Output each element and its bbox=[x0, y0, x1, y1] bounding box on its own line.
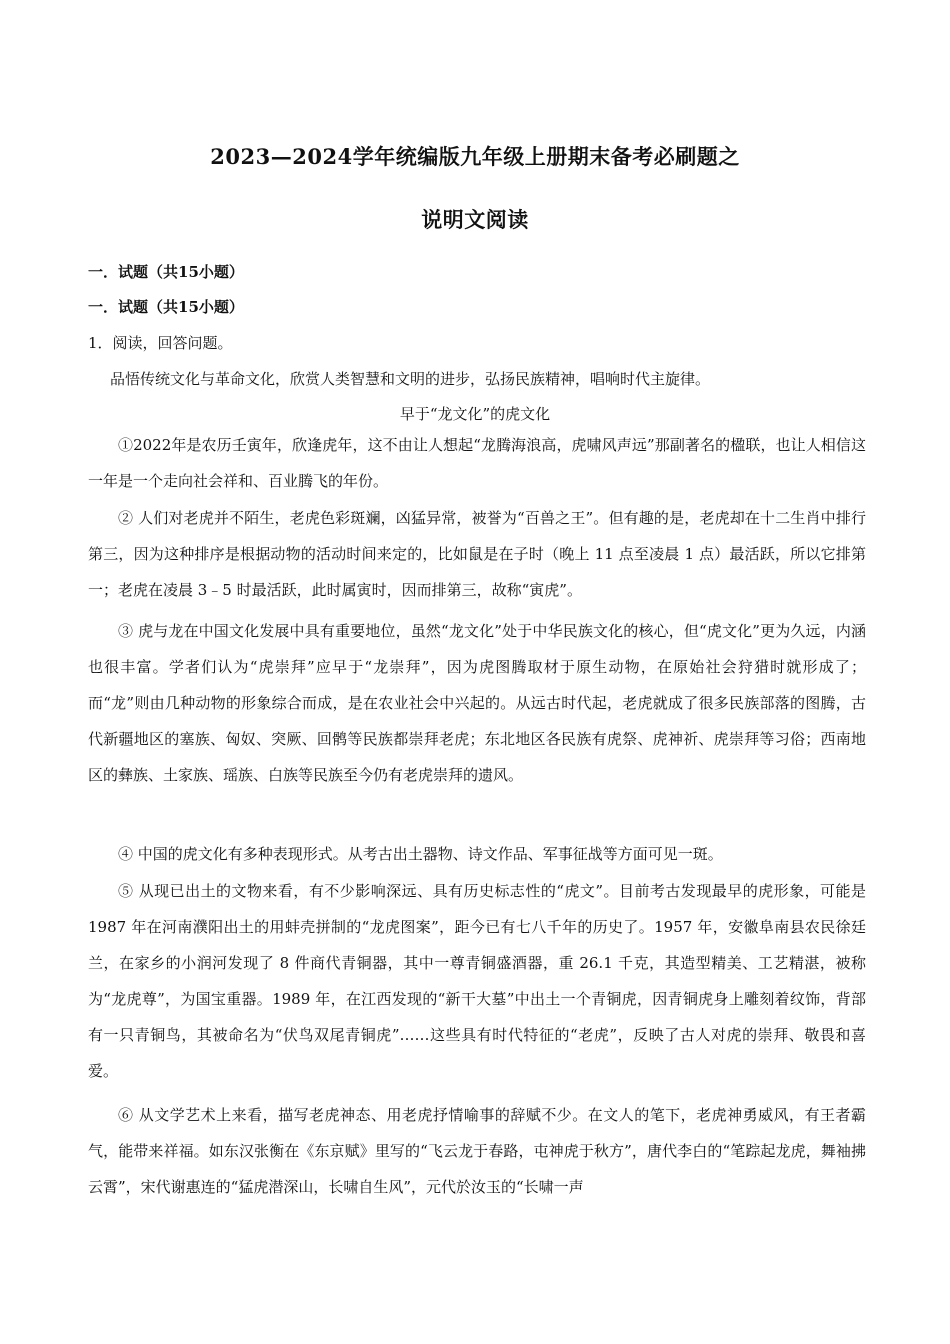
paragraph-3: ③ 虎与龙在中国文化发展中具有重要地位，虽然“龙文化”处于中华民族文化的核心，但“虎文化”更为久远，内涵也很丰富。学者们认为“虎崇拜”应早于“龙崇拜”，因为虎图腾取材于原生动物，在原始社会狩猎时就形成了；而“龙”则由几种动物的形象综合而成，是在农业社会中兴起的。从远古时代起，老虎就成了很多民族部落的图腾，古代新疆地区的塞族、匈奴、突厥、回鹘等民族都崇拜老虎；东北地区各民族有虎祭、虎神祈、虎崇拜等习俗；西南地区的彝族、土家族、瑶族、白族等民族至今仍有老虎崇拜的遗风。 bbox=[88, 622, 866, 784]
intro-text: 品悟传统文化与革命文化，欣赏人类智慧和文明的进步，弘扬民族精神，唱响时代主旋律。 bbox=[110, 370, 711, 388]
document-subtitle: 说明文阅读 bbox=[421, 207, 529, 232]
question-intro: 1．阅读，回答问题。 bbox=[88, 334, 233, 352]
paragraph-1: ①2022年是农历壬寅年，欣逢虎年，这不由让人想起“龙腾海浪高，虎啸风声远”那副著名的楹联，也让人相信这一年是一个走向社会祥和、百业腾飞的年份。 bbox=[88, 436, 866, 490]
paragraph-4: ④ 中国的虎文化有多种表现形式。从考古出土器物、诗文作品、军事征战等方面可见一斑。 bbox=[118, 845, 723, 863]
article-title: 早于“龙文化”的虎文化 bbox=[399, 405, 551, 423]
paragraph-5: ⑤ 从现已出土的文物来看，有不少影响深远、具有历史标志性的“虎文”。目前考古发现最早的虎形象，可能是 1987 年在河南濮阳出土的用蚌壳拼制的“龙虎图案”，距今已有七八千年的历史了。1957 年，安徽阜南县农民徐廷兰，在家乡的小润河发现了 8 件商代青铜器，其中一尊青铜盛酒器，重 26.1 千克，其造型精美、工艺精湛，被称为“龙虎尊”，为国宝重器。1989 年，在江西发现的“新干大墓”中出土一个青铜虎，因青铜虎身上雕刻着纹饰，背部有一只青铜鸟，其被命名为“伏鸟双尾青铜虎”……这些具有时代特征的“老虎”，反映了古人对虎的崇拜、敬畏和喜爱。 bbox=[88, 882, 866, 1080]
paragraph-6: ⑥ 从文学艺术上来看，描写老虎神态、用老虎抒情喻事的辞赋不少。在文人的笔下，老虎神勇威风，有王者霸气，能带来祥福。如东汉张衡在《东京赋》里写的“飞云龙于春路，屯神虎于秋方”，唐代李白的“笔踪起龙虎，舞袖拂云霄”，宋代谢惠连的“猛虎潜深山，长啸自生风”，元代於汝玉的“长啸一声 bbox=[88, 1106, 866, 1196]
document-title: 2023—2024学年统编版九年级上册期末备考必刷题之 bbox=[210, 144, 740, 169]
paragraph-2: ② 人们对老虎并不陌生，老虎色彩斑斓，凶猛异常，被誉为“百兽之王”。但有趣的是，老虎却在十二生肖中排行第三，因为这种排序是根据动物的活动时间来定的，比如鼠是在子时（晚上 11 点至凌晨 1 点）最活跃，所以它排第一；老虎在凌晨 3﹣5 时最活跃，此时属寅时，因而排第三，故称“寅虎”。 bbox=[88, 509, 866, 599]
section-heading: 一．试题（共15小题） bbox=[88, 263, 244, 281]
section-heading-repeat: 一．试题（共15小题） bbox=[88, 298, 244, 316]
